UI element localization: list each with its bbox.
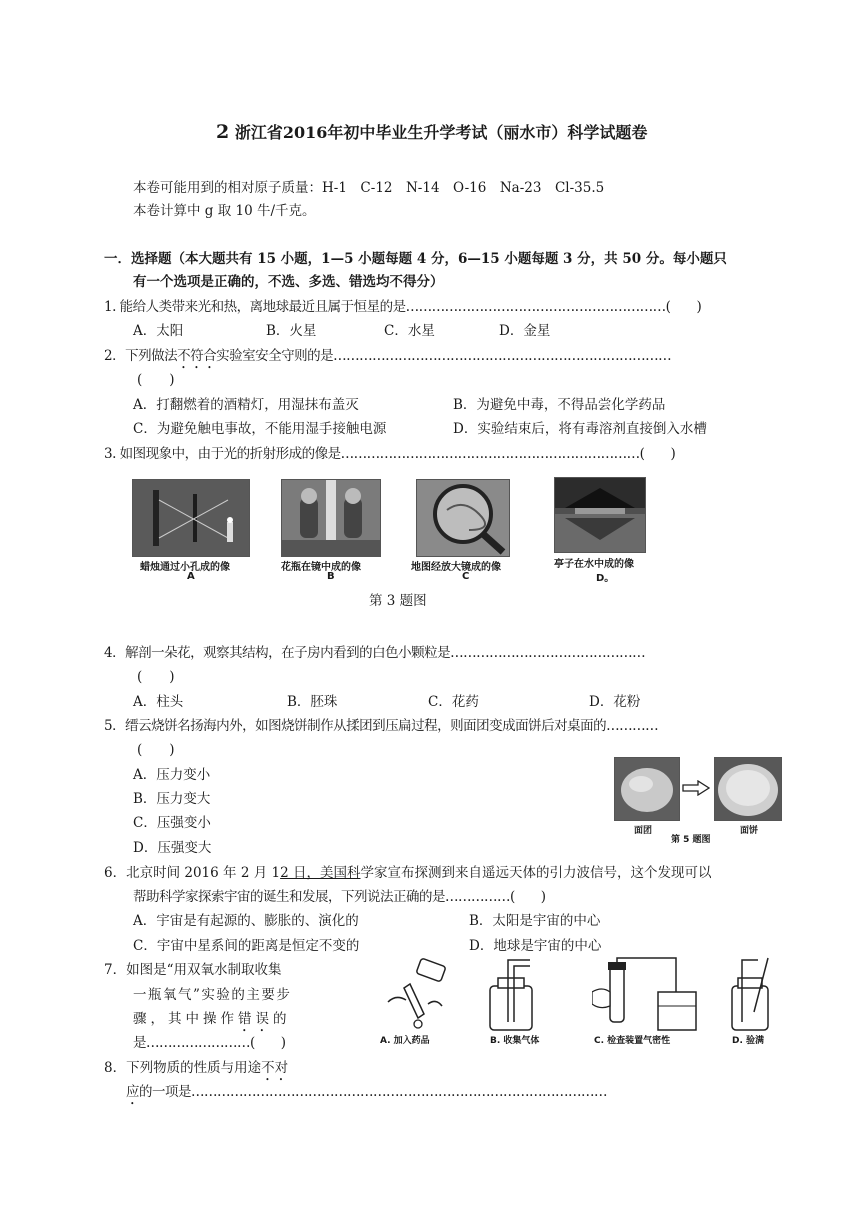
- q3-figure-b-letter: B: [327, 571, 335, 582]
- q2-bracket: ( ): [137, 372, 175, 388]
- q7-line3-pre: 骤，其中操作: [133, 1011, 238, 1027]
- q6-option-c: C．宇宙中星系间的距离是恒定不变的: [133, 938, 360, 954]
- q4-bracket: ( ): [137, 669, 175, 685]
- q3-figure-c-photo: [416, 479, 510, 557]
- q5-label-cake: 面饼: [740, 826, 759, 836]
- q3-figure-c-caption: 地图经放大镜成的像: [411, 562, 501, 573]
- section-heading-line2: 有一个选项是正确的，不选、多选、错选均不得分）: [133, 274, 444, 290]
- q5-option-a: A．压力变小: [133, 767, 211, 783]
- q7-line4: 是……………………( ): [133, 1035, 286, 1051]
- q8-line1-emphasis: 不对: [261, 1060, 289, 1076]
- q2-stem-pre: 2．下列做法: [104, 348, 178, 364]
- q3-figure-a-photo: [132, 479, 250, 557]
- q6-option-b: B．太阳是宇宙的中心: [469, 913, 601, 929]
- note-gravity: 本卷计算中 g 取 10 牛/千克。: [133, 203, 316, 219]
- vase-mirror-icon: [282, 480, 380, 556]
- q4-option-c: C．花药: [428, 694, 479, 710]
- q5-option-d: D．压强变大: [133, 840, 212, 856]
- q4-option-a: A．柱头: [133, 694, 184, 710]
- q7-figure-d-caption: D. 验满: [732, 1036, 765, 1046]
- q6-stem-line1: [104, 861, 711, 881]
- q3-figure-c-letter: C: [462, 571, 470, 582]
- pavilion-reflection-icon: [555, 478, 645, 552]
- q1-option-d: D．金星: [499, 323, 551, 339]
- q3-stem: 3. 如图现象中，由于光的折射形成的像是……………………………………………………………( ): [104, 446, 676, 462]
- q7-line2: 一瓶氧气”实验的主要步: [133, 987, 292, 1003]
- q7-line1: 7．如图是“用双氧水制取收集: [104, 962, 282, 978]
- q3-figure-a-letter: A: [187, 571, 195, 582]
- q3-figure-b-caption: 花瓶在镜中成的像: [281, 562, 361, 573]
- q4-option-b: B．胚珠: [287, 694, 338, 710]
- q5-figure-cake-photo: [714, 757, 782, 821]
- q6-option-d: D．地球是宇宙的中心: [469, 938, 602, 954]
- q5-figure-title: 第 5 题图: [671, 835, 711, 845]
- dough-ball-icon: [615, 758, 679, 820]
- q2-stem-post: 实验室安全守则的是……………………………………………………………………: [216, 348, 672, 364]
- q6-stem-line2: 帮助科学家探索宇宙的诞生和发展，下列说法正确的是……………( ): [133, 889, 546, 905]
- q5-stem: 5．缙云烧饼名扬海内外，如图烧饼制作从揉团到压扁过程，则面团变成面饼后对桌面的…………: [104, 718, 659, 734]
- q2-option-a: A．打翻燃着的酒精灯，用湿抹布盖灭: [133, 397, 359, 413]
- pinhole-camera-icon: [133, 480, 249, 556]
- q3-figure-d-letter: D。: [596, 573, 615, 584]
- q7-line3-emphasis: 错误: [238, 1011, 273, 1027]
- q5-label-dough: 面团: [634, 826, 653, 836]
- q5-option-b: B．压力变大: [133, 791, 211, 807]
- q6-stem-pre: 6．北京时间 2016 年 2 月 1: [104, 865, 281, 881]
- q2-stem: [104, 344, 671, 372]
- q3-figure-d-caption: 亭子在水中成的像: [554, 559, 634, 570]
- q7-figure-a-caption: A. 加入药品: [380, 1036, 430, 1046]
- q5-bracket: ( ): [137, 742, 175, 758]
- page-title: [216, 120, 647, 143]
- q4-option-d: D．花粉: [589, 694, 641, 710]
- q8-line2-post: 的一项是……………………………………………………………………………………: [139, 1084, 607, 1100]
- title-number: 2: [216, 121, 230, 143]
- q1-option-b: B．火星: [266, 323, 317, 339]
- q7-figure-b-icon: [486, 956, 536, 1032]
- q7-figure-c-icon: [592, 956, 702, 1032]
- q2-stem-emphasis: 不符合: [177, 348, 217, 364]
- q3-figure-d-photo: [554, 477, 646, 553]
- title-text: 浙江省2016年初中毕业生升学考试（丽水市）科学试题卷: [234, 123, 648, 142]
- q8-line2: [126, 1080, 607, 1108]
- flat-cake-icon: [715, 758, 781, 820]
- q1-option-a: A．太阳: [133, 323, 184, 339]
- q2-option-c: C．为避免触电事故，不能用湿手接触电源: [133, 421, 387, 437]
- q4-stem: 4．解剖一朵花，观察其结构，在子房内看到的白色小颗粒是………………………………………: [104, 645, 646, 661]
- q3-figure-title: 第 3 题图: [369, 593, 427, 609]
- q8-line2-emphasis: 应: [126, 1084, 139, 1100]
- q2-option-b: B．为避免中毒，不得品尝化学药品: [453, 397, 666, 413]
- q3-figure-b-photo: [281, 479, 381, 557]
- note-atomic-mass: 本卷可能用到的相对原子质量：H-1 C-12 N-14 O-16 Na-23 Cl-35.5: [133, 180, 605, 196]
- q6-stem-post: 学家宣布探测到来自遥远天体的引力波信号，这个发现可以: [360, 865, 712, 881]
- q7-figure-c-caption: C. 检查装置气密性: [594, 1036, 671, 1046]
- q7-figure-b-caption: B. 收集气体: [490, 1036, 540, 1046]
- q3-figure-a-caption: 蜡烛通过小孔成的像: [140, 562, 230, 573]
- q8-line1-pre: 8．下列物质的性质与用途: [104, 1060, 262, 1076]
- q7-figure-d-icon: [728, 956, 772, 1032]
- magnifier-icon: [417, 480, 509, 556]
- q7-line3-post: 的: [273, 1011, 291, 1027]
- q6-stem-underlined: 2 日，美国科: [280, 865, 361, 881]
- section-heading-line1: 一．选择题（本大题共有 15 小题，1—5 小题每题 4 分，6—15 小题每题 3 分，共 50 分。每小题只: [104, 251, 727, 267]
- q1-stem: 1. 能给人类带来光和热，离地球最近且属于恒星的是……………………………………………………( ): [104, 299, 702, 315]
- q6-option-a: A．宇宙是有起源的、膨胀的、演化的: [133, 913, 359, 929]
- q7-figure-a-icon: [378, 958, 456, 1030]
- q2-option-d: D．实验结束后，将有毒溶剂直接倒入水槽: [453, 421, 707, 437]
- q5-figure-dough-photo: [614, 757, 680, 821]
- q1-option-c: C．水星: [384, 323, 435, 339]
- q5-option-c: C．压强变小: [133, 815, 211, 831]
- right-arrow-icon: [682, 780, 710, 796]
